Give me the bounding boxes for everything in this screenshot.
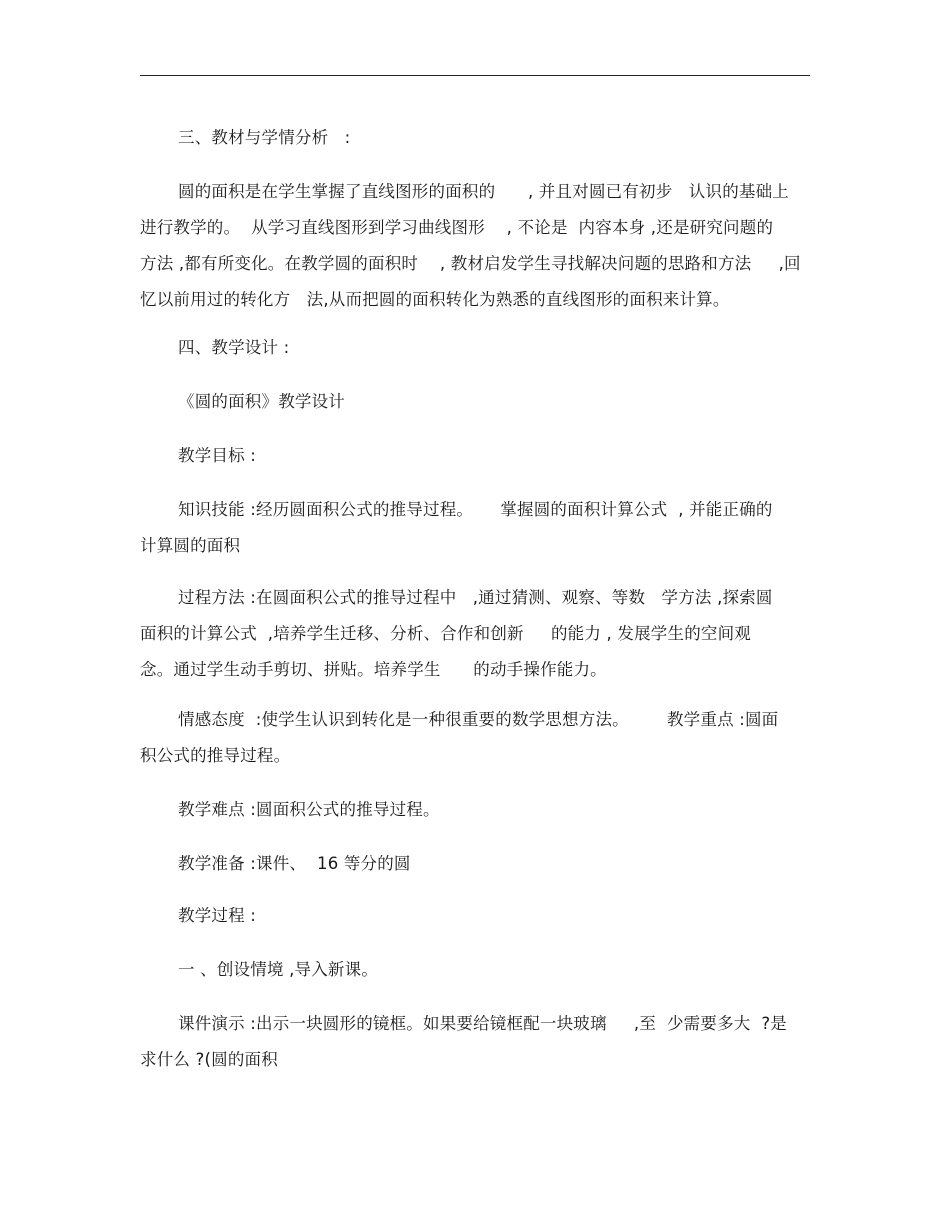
goals-label: 教学目标 : bbox=[178, 446, 257, 465]
analysis-paragraph: 圆的面积是在学生掌握了直线图形的面积的 , 并且对圆已有初步 认识的基础上 进行教学的。 从学习直线图形到学习曲线图形 , 不论是 内容本身 ,还是研究问题的 方法 ,都有所变化。在教学圆的面积时 , 教材启发学生寻找解决问题的思路和方法 ,回 忆以前用过的转化方 法,从而把圆的面积转化为熟悉的直线图形的面积来计算。 bbox=[140, 182, 801, 309]
design-title: 《圆的面积》教学设计 bbox=[178, 392, 345, 411]
process-method-paragraph: 过程方法 :在圆面积公式的推导过程中 ,通过猜测、观察、等数 学方法 ,探索圆 面积的计算公式 ,培养学生迁移、分析、合作和创新 的能力 , 发展学生的空间观 念。通过学生动手剪切、拼贴。培养学生 的动手操作能力。 bbox=[140, 588, 773, 679]
emotion-attitude-paragraph: 情感态度 :使学生认识到转化是一种很重要的数学思想方法。 教学重点 :圆面 积公式的推导过程。 bbox=[140, 710, 779, 765]
header-rule bbox=[140, 75, 810, 76]
section-heading-design: 四、教学设计 : bbox=[178, 338, 290, 357]
preparation-paragraph: 教学准备 :课件、 16 等分的圆 bbox=[178, 854, 411, 873]
section-heading-analysis: 三、教材与学情分析 : bbox=[178, 128, 351, 147]
knowledge-skills-paragraph: 知识技能 :经历圆面积公式的推导过程。 掌握圆的面积计算公式 , 并能正确的 计算圆的面积 bbox=[140, 500, 773, 555]
step-1-heading: 一 、创设情境 ,导入新课。 bbox=[178, 960, 379, 979]
demo-paragraph: 课件演示 :出示一块圆形的镜框。如果要给镜框配一块玻璃 ,至 少需要多大 ?是 求什么 ?(圆的面积 bbox=[140, 1014, 788, 1069]
process-label: 教学过程 : bbox=[178, 906, 257, 925]
difficulty-paragraph: 教学难点 :圆面积公式的推导过程。 bbox=[178, 800, 440, 819]
